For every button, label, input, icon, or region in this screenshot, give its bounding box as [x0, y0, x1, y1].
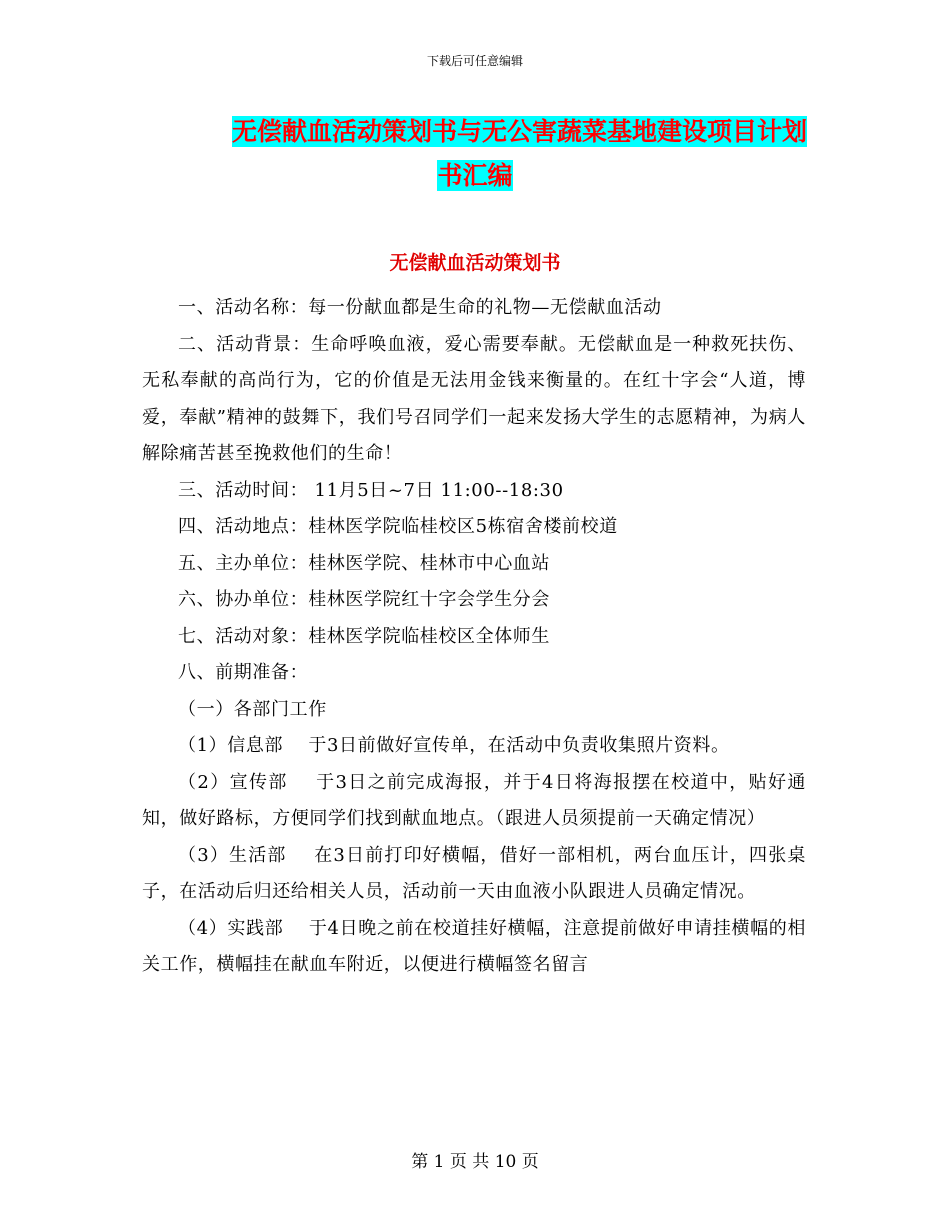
paragraph-publicity-dept: （2）宣传部 于3日之前完成海报，并于4日将海报摆在校道中，贴好通知，做好路标，方便同学们找到献血地点。（跟进人员须提前一天确定情况）	[142, 771, 806, 829]
document-body	[142, 290, 806, 984]
paragraph-background: 二、活动背景：生命呼唤血液，爱心需要奉献。无偿献血是一种救死扶伤、无私奉献的高尚行为，它的价值是无法用金钱来衡量的。在红十字会“人道，博爱，奉献”精神的鼓舞下，我们号召同学们一起来发扬大学生的志愿精神，为病人解除痛苦甚至挽救他们的生命！	[142, 333, 806, 464]
paragraph-location: 四、活动地点：桂林医学院临桂校区5栋宿舍楼前校道	[178, 516, 618, 537]
document-title-line-1	[143, 110, 807, 154]
paragraph-department-work: （一）各部门工作	[178, 698, 327, 720]
section-title: 无偿献血活动策划书	[389, 252, 561, 274]
paragraph-activity-name: 一、活动名称：每一份献血都是生命的礼物—无偿献血活动	[178, 297, 662, 318]
paragraph-audience: 七、活动对象：桂林医学院临桂校区全体师生	[178, 625, 550, 647]
paragraph-preparation: 八、前期准备：	[178, 662, 309, 683]
paragraph-practice-dept: （4）实践部 于4日晚之前在校道挂好横幅，注意提前做好申请挂横幅的相关工作，横幅挂在献血车附近，以便进行横幅签名留言	[142, 917, 806, 975]
paragraph-co-organizer: 六、协办单位：桂林医学院红十字会学生分会	[178, 589, 550, 610]
page-header-note: 下载后可任意编辑	[426, 54, 523, 68]
paragraph-life-dept: （3）生活部 在3日前打印好横幅，借好一部相机，两台血压计，四张桌子，在活动后归还给相关人员，活动前一天由血液小队跟进人员确定情况。	[142, 844, 806, 902]
paragraph-time: 三、活动时间： 11月5日~7日 11:00--18:30	[178, 479, 564, 501]
paragraph-info-dept: （1）信息部 于3日前做好宣传单，在活动中负责收集照片资料。	[178, 735, 730, 756]
page-number-footer: 第 1 页 共 10 页	[411, 1152, 539, 1172]
title-highlight-2: 书汇编	[437, 161, 513, 190]
document-title-line-2	[143, 154, 807, 198]
paragraph-organizer: 五、主办单位：桂林医学院、桂林市中心血站	[178, 552, 550, 574]
title-highlight-1: 无偿献血活动策划书与无公害蔬菜基地建设项目计划	[231, 117, 807, 146]
